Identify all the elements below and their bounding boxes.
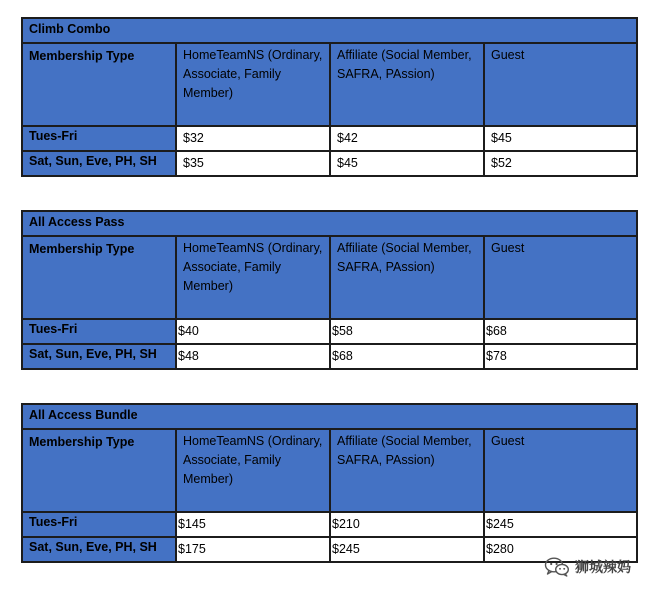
- table-row: [22, 126, 637, 151]
- table-title-row: [22, 18, 637, 43]
- row-label-weekend: Sat, Sun, Eve, PH, SH: [22, 151, 176, 176]
- price-guest: $280: [484, 537, 637, 562]
- row-label-tues-fri: Tues-Fri: [22, 126, 176, 151]
- table-row: [22, 344, 637, 369]
- column-header-hometeamns: HomeTeamNS (Ordinary, Associate, Family Member): [176, 429, 330, 512]
- column-header-guest: Guest: [484, 43, 637, 126]
- table-title-row: [22, 211, 637, 236]
- table-title-row: [22, 404, 637, 429]
- table-row: [22, 512, 637, 537]
- price-hometeamns: $145: [176, 512, 330, 537]
- table-header-row: [22, 236, 637, 319]
- table-header-row: [22, 43, 637, 126]
- price-hometeamns: $32: [176, 126, 330, 151]
- price-hometeamns: $35: [176, 151, 330, 176]
- all-access-bundle-table: [21, 403, 638, 563]
- column-header-affiliate: Affiliate (Social Member, SAFRA, PAssion): [330, 236, 484, 319]
- price-affiliate: $245: [330, 537, 484, 562]
- price-affiliate: $45: [330, 151, 484, 176]
- row-label-tues-fri: Tues-Fri: [22, 512, 176, 537]
- price-guest: $68: [484, 319, 637, 344]
- column-header-affiliate: Affiliate (Social Member, SAFRA, PAssion): [330, 43, 484, 126]
- table-title: All Access Pass: [22, 211, 637, 236]
- table-title: All Access Bundle: [22, 404, 637, 429]
- wechat-icon: [544, 557, 570, 577]
- column-header-guest: Guest: [484, 429, 637, 512]
- price-guest: $245: [484, 512, 637, 537]
- membership-type-header: Membership Type: [22, 43, 176, 126]
- membership-type-header: Membership Type: [22, 236, 176, 319]
- price-hometeamns: $40: [176, 319, 330, 344]
- price-hometeamns: $175: [176, 537, 330, 562]
- table-row: [22, 151, 637, 176]
- column-header-hometeamns: HomeTeamNS (Ordinary, Associate, Family Member): [176, 236, 330, 319]
- watermark: [544, 556, 631, 578]
- price-guest: $52: [484, 151, 637, 176]
- membership-type-header: Membership Type: [22, 429, 176, 512]
- row-label-weekend: Sat, Sun, Eve, PH, SH: [22, 344, 176, 369]
- price-affiliate: $42: [330, 126, 484, 151]
- price-affiliate: $68: [330, 344, 484, 369]
- table-row: [22, 319, 637, 344]
- row-label-tues-fri: Tues-Fri: [22, 319, 176, 344]
- watermark-text: 狮城辣妈: [575, 559, 631, 575]
- row-label-weekend: Sat, Sun, Eve, PH, SH: [22, 537, 176, 562]
- table-title: Climb Combo: [22, 18, 637, 43]
- column-header-affiliate: Affiliate (Social Member, SAFRA, PAssion): [330, 429, 484, 512]
- column-header-hometeamns: HomeTeamNS (Ordinary, Associate, Family Member): [176, 43, 330, 126]
- price-hometeamns: $48: [176, 344, 330, 369]
- price-guest: $45: [484, 126, 637, 151]
- price-affiliate: $58: [330, 319, 484, 344]
- all-access-pass-table: [21, 210, 638, 370]
- column-header-guest: Guest: [484, 236, 637, 319]
- climb-combo-table: [21, 17, 638, 177]
- price-guest: $78: [484, 344, 637, 369]
- price-affiliate: $210: [330, 512, 484, 537]
- table-header-row: [22, 429, 637, 512]
